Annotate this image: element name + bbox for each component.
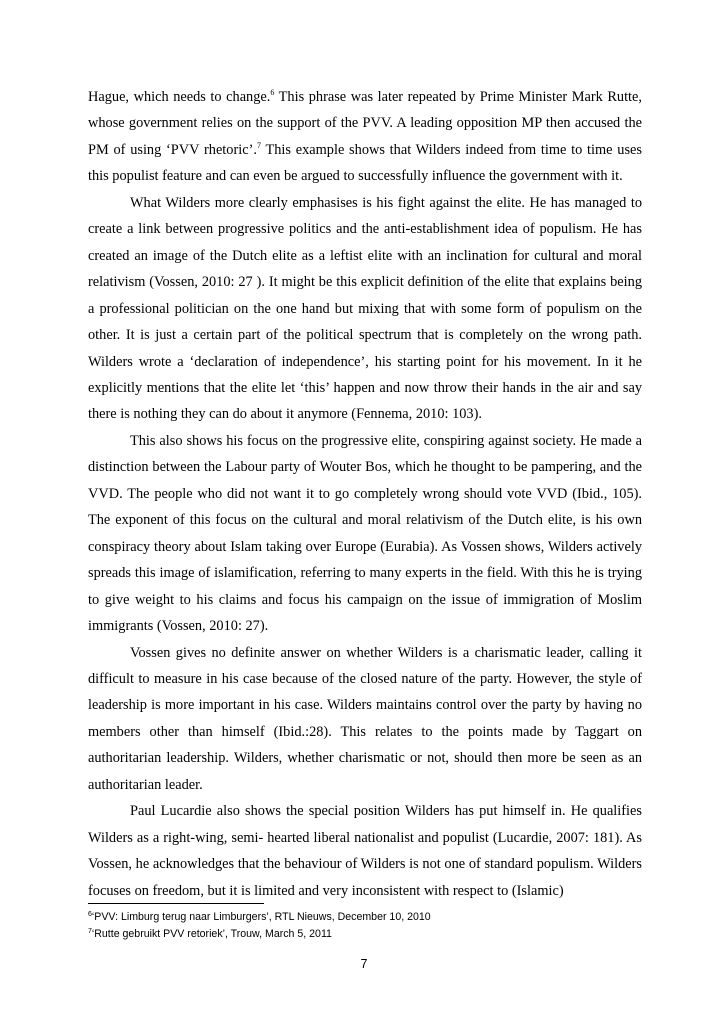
- footnote-7: [88, 926, 648, 943]
- paragraph-2: What Wilders more clearly emphasises is his fight against the elite. He has managed to create a link between progressive politics and the anti-establishment idea of populism. He has created an image of the Dutch elite as a leftist elite with an inclination for cultural and moral relativism (Vossen, 2010: 27 ). It might be this explicit definition of the elite that explains being a professional politician on the one hand but mixing that with some form of populism on the other. It is just a certain part of the political spectrum that is completely on the wrong path. Wilders wrote a ‘declaration of independence’, his starting point for his movement. In it he explicitly mentions that the elite let ‘this’ happen and now throw their hands in the air and say there is nothing they can do about it anymore (Fennema, 2010: 103).: [88, 194, 642, 423]
- footnote-number: 7: [88, 927, 92, 935]
- footnote-ref-7: 7: [256, 140, 261, 150]
- paragraph-5: Paul Lucardie also shows the special position Wilders has put himself in. He qualifies Wilders as a right-wing, semi- hearted liberal nationalist and populist (Lucardie, 2007: 181). As Vossen, he acknowledges that the behaviour of Wilders is not one of standard populism. Wilders focuses on freedom, but it is limited and very inconsistent with respect to (Islamic): [88, 803, 642, 899]
- footnote-ref-6: 6: [270, 88, 275, 97]
- paragraph-1: [88, 84, 642, 190]
- page-number: 7: [360, 957, 368, 971]
- footnotes: [88, 909, 648, 942]
- footnote-text: ‘Rutte gebruikt PVV retoriek’, Trouw, March 5, 2011: [91, 927, 332, 940]
- paragraph-4: Vossen gives no definite answer on whether Wilders is a charismatic leader, calling it difficult to measure in his case because of the closed nature of the party. However, the style of leadership is more important in his case. Wilders maintains control over the party by having no members other than himself (Ibid.:28). This relates to the points made by Taggart on authoritarian leadership. Wilders, whether charismatic or not, should then more be seen as an authoritarian leader.: [88, 644, 642, 793]
- body-text: [88, 84, 642, 904]
- footnote-separator: [88, 903, 264, 904]
- footnote-6: [88, 909, 648, 926]
- footnote-text: ‘PVV: Limburg terug naar Limburgers’, RTL Nieuws, December 10, 2010: [91, 911, 431, 923]
- footnote-number: 6: [88, 911, 92, 918]
- paragraph-3: This also shows his focus on the progressive elite, conspiring against society. He made a distinction between the Labour party of Wouter Bos, which he thought to be pampering, and the VVD. The people who did not want it to go completely wrong should vote VVD (Ibid., 105). The exponent of this focus on the cultural and moral relativism of the Dutch elite, is his own conspiracy theory about Islam taking over Europe (Eurabia). As Vossen shows, Wilders actively spreads this image of islamification, referring to many experts in the field. With this he is trying to give weight to his claims and focus his campaign on the issue of immigration of Moslim immigrants (Vossen, 2010: 27).: [88, 432, 642, 635]
- paragraph-1-part-c: This example shows that Wilders indeed from time to time uses this populist feature and can even be argued to successfully influence the government with it.: [88, 141, 643, 185]
- paragraph-1-part-a: Hague, which needs to change.: [88, 89, 271, 105]
- paragraph-1-part-b: This phrase was later repeated by Prime Minister Mark Rutte, whose government relies on the support of the PVV. A leading opposition MP then accused the PM of using ‘PVV rhetoric’.: [88, 89, 642, 158]
